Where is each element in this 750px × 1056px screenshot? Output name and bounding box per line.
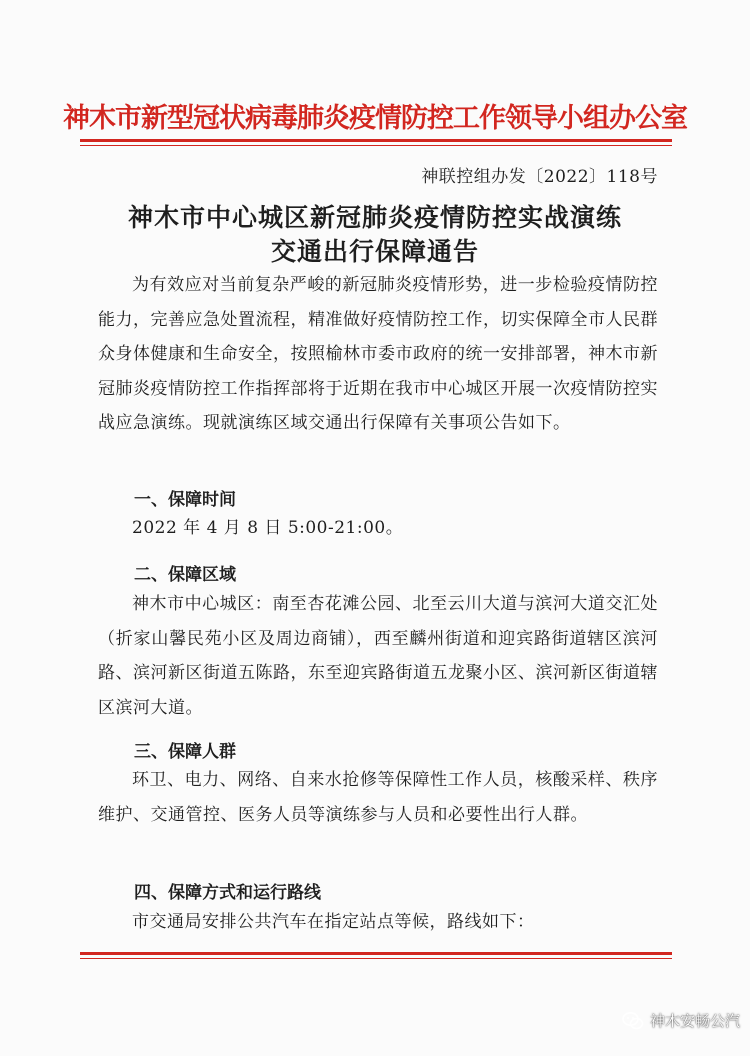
section-heading-area: 二、保障区域: [134, 565, 236, 585]
footer-rule-thick: [80, 952, 672, 955]
section-text-time: 2022 年 4 月 8 日 5:00-21:00。: [132, 518, 404, 538]
watermark-account-name: 神木安畅公汽: [649, 1012, 740, 1030]
section-text-area: 神木市中心城区：南至杏花滩公园、北至云川大道与滨河大道交汇处（折家山馨民苑小区及周边商铺），西至麟州街道和迎宾路街道辖区滨河路、滨河新区街道五陈路，东至迎宾路街道五龙聚小区、滨河新区街道辖区滨河大道。: [98, 594, 658, 718]
section-heading-time: 一、保障时间: [134, 490, 236, 510]
section-heading-routes: 四、保障方式和运行路线: [134, 883, 321, 903]
intro-paragraph: 为有效应对当前复杂严峻的新冠肺炎疫情形势，进一步检验疫情防控能力，完善应急处置流程，精准做好疫情防控工作，切实保障全市人民群众身体健康和生命安全，按照榆林市委市政府的统一安排部署，神木市新冠肺炎疫情防控工作指挥部将于近期在我市中心城区开展一次疫情防控实战应急演练。现就演练区域交通出行保障有关事项公告如下。: [98, 275, 658, 433]
wechat-icon: [622, 1011, 644, 1031]
header-rule-thick: [80, 139, 672, 142]
account-watermark: [622, 1010, 740, 1031]
section-heading-people: 三、保障人群: [134, 742, 236, 762]
section-text-people: 环卫、电力、网络、自来水抢修等保障性工作人员，核酸采样、秩序维护、交通管控、医务人员等演练参与人员和必要性出行人群。: [98, 770, 658, 825]
header-rule-thin: [80, 145, 672, 146]
document-number: 神联控组办发〔2022〕118号: [421, 167, 658, 187]
footer-rule-thin: [80, 958, 672, 959]
office-header-title: 神木市新型冠状病毒肺炎疫情防控工作领导小组办公室: [63, 103, 687, 134]
section-text-routes: 市交通局安排公共汽车在指定站点等候，路线如下：: [132, 912, 535, 932]
document-title-line1: 神木市中心城区新冠肺炎疫情防控实战演练: [127, 203, 622, 232]
document-title-line2: 交通出行保障通告: [270, 237, 479, 266]
